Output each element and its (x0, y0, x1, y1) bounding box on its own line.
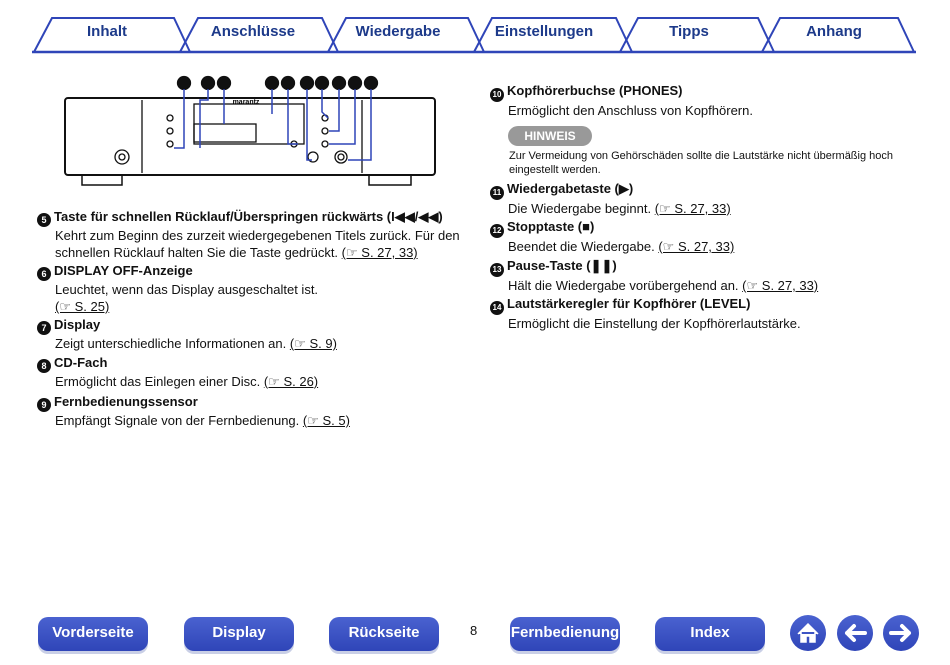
page-ref-link[interactable]: (☞ S. 27, 33) (742, 278, 819, 293)
list-item: 12 Stopptaste (■) Beendet die Wiedergabe. (☞ S. 27, 33) (490, 218, 920, 255)
tab-anschluesse[interactable]: Anschlüsse (210, 23, 296, 40)
forward-arrow-icon (883, 615, 919, 651)
page-ref-link[interactable]: (☞ S. 27, 33) (654, 201, 731, 216)
list-item: 13 Pause-Taste (❚❚) Hält die Wiedergabe vorübergehend an. (☞ S. 27, 33) (490, 257, 920, 294)
back-button[interactable] (837, 615, 873, 651)
page-number: 8 (470, 623, 478, 638)
nav-index-button[interactable]: Index (655, 617, 765, 651)
tab-tipps[interactable]: Tipps (669, 23, 709, 40)
tab-inhalt[interactable]: Inhalt (87, 23, 127, 40)
page-ref-link[interactable]: (☞ S. 25) (55, 299, 110, 314)
page-ref-link[interactable]: (☞ S. 9) (289, 336, 337, 351)
hinweis-text: Zur Vermeidung von Gehörschäden sollte die Lautstärke nicht übermäßig hoch eingestellt werden. (509, 150, 893, 176)
home-icon (790, 615, 826, 651)
list-item: 6 DISPLAY OFF-Anzeige Leuchtet, wenn das Display ausgeschaltet ist. (☞ S. 25) (37, 262, 462, 315)
page-ref-link[interactable]: (☞ S. 27, 33) (341, 245, 418, 260)
home-button[interactable] (790, 615, 826, 651)
list-item: 11 Wiedergabetaste (▶) Die Wiedergabe beginnt. (☞ S. 27, 33) (490, 180, 920, 217)
hinweis-badge: HINWEIS (508, 126, 592, 146)
list-item: 7 Display Zeigt unterschiedliche Informationen an. (☞ S. 9) (37, 316, 462, 352)
cd-player-illustration (62, 70, 442, 192)
brand-logo: marantz (232, 99, 260, 106)
top-tab-bar (32, 0, 916, 54)
nav-rueckseite-button[interactable]: Rückseite (329, 617, 439, 651)
page-ref-link[interactable]: (☞ S. 26) (263, 374, 319, 389)
tab-wiedergabe[interactable]: Wiedergabe (355, 23, 441, 40)
nav-fernbedienung-button[interactable]: Fernbedienung (510, 617, 620, 651)
page-ref-link[interactable]: (☞ S. 5) (302, 413, 350, 428)
list-item: 14 Lautstärkeregler für Kopfhörer (LEVEL) Ermöglicht die Einstellung der Kopfhörerlautstärke. (490, 295, 920, 332)
callout-numbers (178, 77, 378, 90)
list-item: 9 Fernbedienungssensor Empfängt Signale von der Fernbedienung. (☞ S. 5) (37, 393, 462, 429)
forward-button[interactable] (883, 615, 919, 651)
page-ref-link[interactable]: (☞ S. 27, 33) (658, 239, 735, 254)
list-item: 10 Kopfhörerbuchse (PHONES) Ermöglicht den Anschluss von Kopfhörern. (490, 82, 920, 119)
nav-vorderseite-button[interactable]: Vorderseite (38, 617, 148, 651)
nav-display-button[interactable]: Display (184, 617, 294, 651)
back-arrow-icon (837, 615, 873, 651)
tab-anhang[interactable]: Anhang (806, 23, 862, 40)
list-item: 8 CD-Fach Ermöglicht das Einlegen einer Disc. (☞ S. 26) (37, 354, 462, 390)
tab-einstellungen[interactable]: Einstellungen (494, 23, 594, 40)
list-item: 5 Taste für schnellen Rücklauf/Überspringen rückwärts (I◀◀/◀◀) Kehrt zum Beginn des zurzeit wiedergegebenen Titels zurück. Für den schnellen Rücklauf halten Sie die Taste gedrückt. (☞ S. 27, 33) (37, 208, 462, 261)
